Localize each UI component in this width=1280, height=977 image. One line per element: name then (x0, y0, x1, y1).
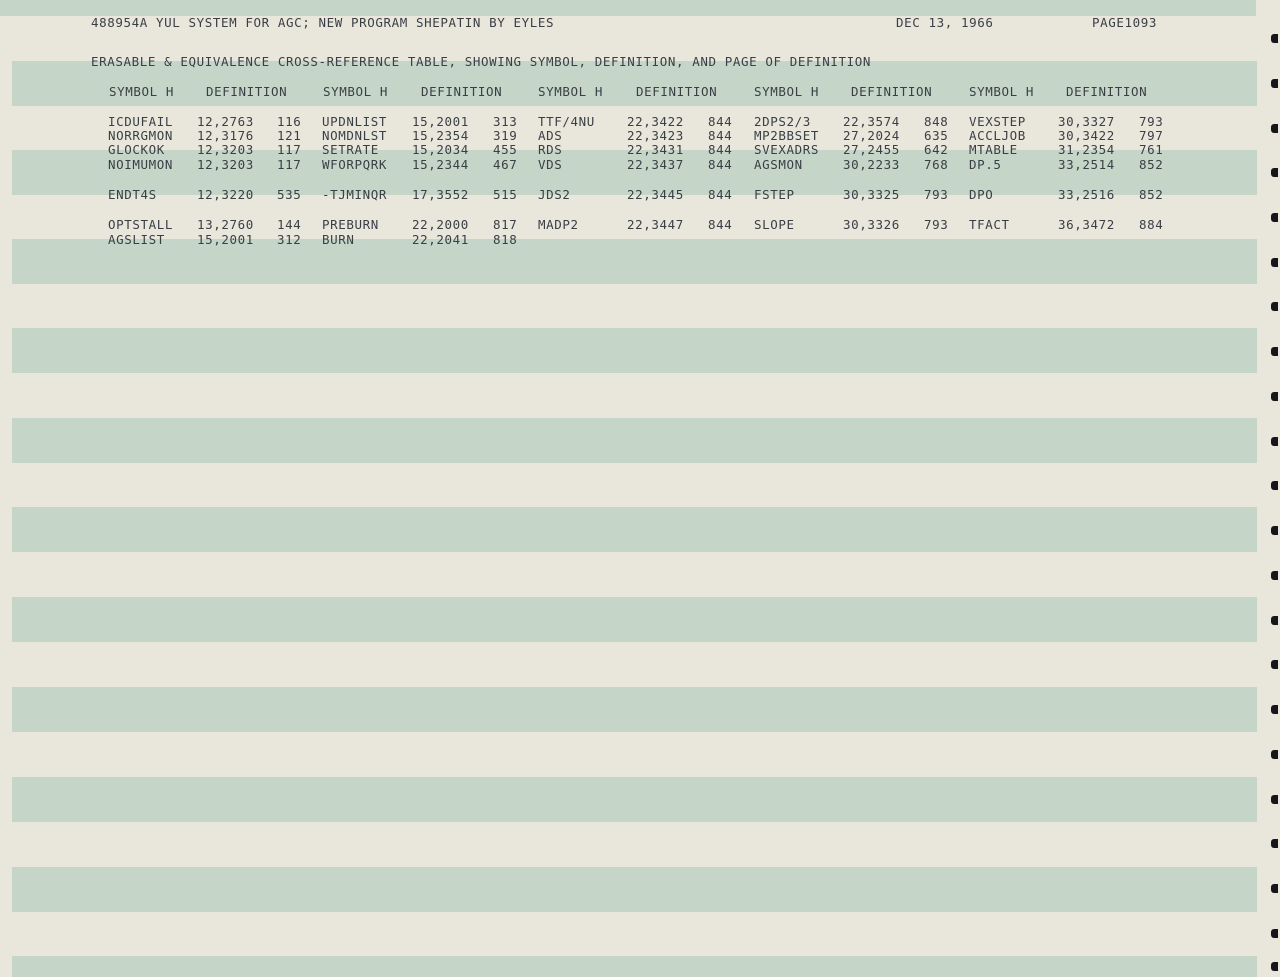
feed-hole (1271, 962, 1278, 971)
definition-cell: 31,2354 (1058, 142, 1115, 157)
column-header-symbol: SYMBOL H (969, 84, 1035, 99)
page-cell: 848 (924, 114, 949, 129)
page-cell: 797 (1139, 128, 1164, 143)
definition-cell: 22,3445 (627, 187, 684, 202)
definition-cell: 22,3447 (627, 217, 684, 232)
feed-hole (1271, 213, 1278, 222)
page-cell: 467 (493, 157, 518, 172)
definition-cell: 36,3472 (1058, 217, 1115, 232)
definition-cell: 33,2514 (1058, 157, 1115, 172)
symbol-cell: WFORPQRK (322, 157, 388, 172)
feed-hole (1271, 660, 1278, 669)
symbol-cell: -TJMINQR (322, 187, 388, 202)
greenbar-band (0, 0, 1256, 16)
greenbar-band (12, 507, 1257, 552)
symbol-cell: NOMDNLST (322, 128, 388, 143)
definition-cell: 17,3552 (412, 187, 469, 202)
feed-hole (1271, 526, 1278, 535)
definition-cell: 22,3437 (627, 157, 684, 172)
definition-cell: 15,2344 (412, 157, 469, 172)
feed-hole (1271, 705, 1278, 714)
greenbar-band (12, 687, 1257, 732)
definition-cell: 15,2354 (412, 128, 469, 143)
page-cell: 117 (277, 157, 302, 172)
page-cell: 455 (493, 142, 518, 157)
page-cell: 793 (1139, 114, 1164, 129)
page-cell: 642 (924, 142, 949, 157)
symbol-cell: ENDT4S (108, 187, 157, 202)
feed-hole (1271, 929, 1278, 938)
column-header-definition: DEFINITION (851, 84, 933, 99)
definition-cell: 12,3220 (197, 187, 254, 202)
header-date: DEC 13, 1966 (896, 15, 994, 30)
feed-hole (1271, 884, 1278, 893)
page-cell: 844 (708, 157, 733, 172)
symbol-cell: UPDNLIST (322, 114, 388, 129)
feed-hole (1271, 124, 1278, 133)
column-header-definition: DEFINITION (636, 84, 718, 99)
feed-hole (1271, 839, 1278, 848)
feed-hole (1271, 795, 1278, 804)
header-program-line: 488954A YUL SYSTEM FOR AGC; NEW PROGRAM SHEPATIN BY EYLES (91, 15, 555, 30)
page-cell: 319 (493, 128, 518, 143)
column-header-symbol: SYMBOL H (538, 84, 604, 99)
symbol-cell: RDS (538, 142, 563, 157)
symbol-cell: AGSMON (754, 157, 803, 172)
greenbar-band (12, 777, 1257, 822)
definition-cell: 15,2001 (412, 114, 469, 129)
definition-cell: 22,3431 (627, 142, 684, 157)
symbol-cell: DP.5 (969, 157, 1002, 172)
page-cell: 844 (708, 187, 733, 202)
feed-hole (1271, 347, 1278, 356)
feed-hole (1271, 616, 1278, 625)
symbol-cell: TFACT (969, 217, 1010, 232)
definition-cell: 12,3203 (197, 142, 254, 157)
column-header-symbol: SYMBOL H (323, 84, 389, 99)
symbol-cell: PREBURN (322, 217, 379, 232)
definition-cell: 13,2760 (197, 217, 254, 232)
feed-hole (1271, 258, 1278, 267)
symbol-cell: GLOCKOK (108, 142, 165, 157)
symbol-cell: OPTSTALL (108, 217, 174, 232)
page-cell: 844 (708, 114, 733, 129)
definition-cell: 22,3422 (627, 114, 684, 129)
page-cell: 116 (277, 114, 302, 129)
symbol-cell: VDS (538, 157, 563, 172)
page-cell: 312 (277, 232, 302, 247)
definition-cell: 22,2041 (412, 232, 469, 247)
definition-cell: 30,2233 (843, 157, 900, 172)
feed-hole (1271, 168, 1278, 177)
definition-cell: 15,2001 (197, 232, 254, 247)
symbol-cell: ICDUFAIL (108, 114, 174, 129)
page-cell: 761 (1139, 142, 1164, 157)
feed-hole (1271, 750, 1278, 759)
page-cell: 852 (1139, 157, 1164, 172)
feed-hole (1271, 437, 1278, 446)
table-subtitle: ERASABLE & EQUIVALENCE CROSS-REFERENCE TABLE, SHOWING SYMBOL, DEFINITION, AND PAGE OF DEFINITION (91, 54, 872, 69)
symbol-cell: ADS (538, 128, 563, 143)
page-cell: 844 (708, 217, 733, 232)
symbol-cell: AGSLIST (108, 232, 165, 247)
column-header-symbol: SYMBOL H (109, 84, 175, 99)
header-page-number: PAGE1093 (1092, 15, 1158, 30)
page-cell: 844 (708, 142, 733, 157)
page-cell: 144 (277, 217, 302, 232)
symbol-cell: MADP2 (538, 217, 579, 232)
symbol-cell: MTABLE (969, 142, 1018, 157)
feed-hole (1271, 79, 1278, 88)
definition-cell: 22,3574 (843, 114, 900, 129)
definition-cell: 27,2024 (843, 128, 900, 143)
feed-hole (1271, 302, 1278, 311)
page-cell: 844 (708, 128, 733, 143)
column-header-definition: DEFINITION (421, 84, 503, 99)
column-header-definition: DEFINITION (206, 84, 288, 99)
symbol-cell: ACCLJOB (969, 128, 1026, 143)
symbol-cell: JDS2 (538, 187, 571, 202)
definition-cell: 22,2000 (412, 217, 469, 232)
symbol-cell: NORRGMON (108, 128, 174, 143)
page-cell: 884 (1139, 217, 1164, 232)
symbol-cell: SETRATE (322, 142, 379, 157)
page-cell: 793 (924, 187, 949, 202)
page-cell: 535 (277, 187, 302, 202)
column-header-definition: DEFINITION (1066, 84, 1148, 99)
definition-cell: 12,2763 (197, 114, 254, 129)
page-cell: 515 (493, 187, 518, 202)
page-cell: 818 (493, 232, 518, 247)
definition-cell: 30,3325 (843, 187, 900, 202)
definition-cell: 12,3176 (197, 128, 254, 143)
symbol-cell: MP2BBSET (754, 128, 820, 143)
symbol-cell: SVEXADRS (754, 142, 820, 157)
definition-cell: 12,3203 (197, 157, 254, 172)
definition-cell: 27,2455 (843, 142, 900, 157)
feed-hole (1271, 34, 1278, 43)
greenbar-band (12, 328, 1257, 373)
symbol-cell: NOIMUMON (108, 157, 174, 172)
greenbar-band (12, 597, 1257, 642)
symbol-cell: FSTEP (754, 187, 795, 202)
page-cell: 313 (493, 114, 518, 129)
feed-hole (1271, 481, 1278, 490)
page-cell: 793 (924, 217, 949, 232)
symbol-cell: BURN (322, 232, 355, 247)
page-cell: 768 (924, 157, 949, 172)
symbol-cell: VEXSTEP (969, 114, 1026, 129)
feed-hole (1271, 392, 1278, 401)
symbol-cell: SLOPE (754, 217, 795, 232)
page-cell: 817 (493, 217, 518, 232)
tractor-feed-holes (1266, 0, 1280, 977)
page-cell: 121 (277, 128, 302, 143)
symbol-cell: DPO (969, 187, 994, 202)
definition-cell: 22,3423 (627, 128, 684, 143)
definition-cell: 30,3422 (1058, 128, 1115, 143)
page-cell: 852 (1139, 187, 1164, 202)
symbol-cell: 2DPS2/3 (754, 114, 811, 129)
page-cell: 635 (924, 128, 949, 143)
greenbar-band (12, 867, 1257, 912)
definition-cell: 30,3326 (843, 217, 900, 232)
greenbar-band (12, 418, 1257, 463)
definition-cell: 33,2516 (1058, 187, 1115, 202)
symbol-cell: TTF/4NU (538, 114, 595, 129)
page-cell: 117 (277, 142, 302, 157)
greenbar-band (12, 956, 1257, 977)
definition-cell: 30,3327 (1058, 114, 1115, 129)
feed-hole (1271, 571, 1278, 580)
definition-cell: 15,2034 (412, 142, 469, 157)
column-header-symbol: SYMBOL H (754, 84, 820, 99)
